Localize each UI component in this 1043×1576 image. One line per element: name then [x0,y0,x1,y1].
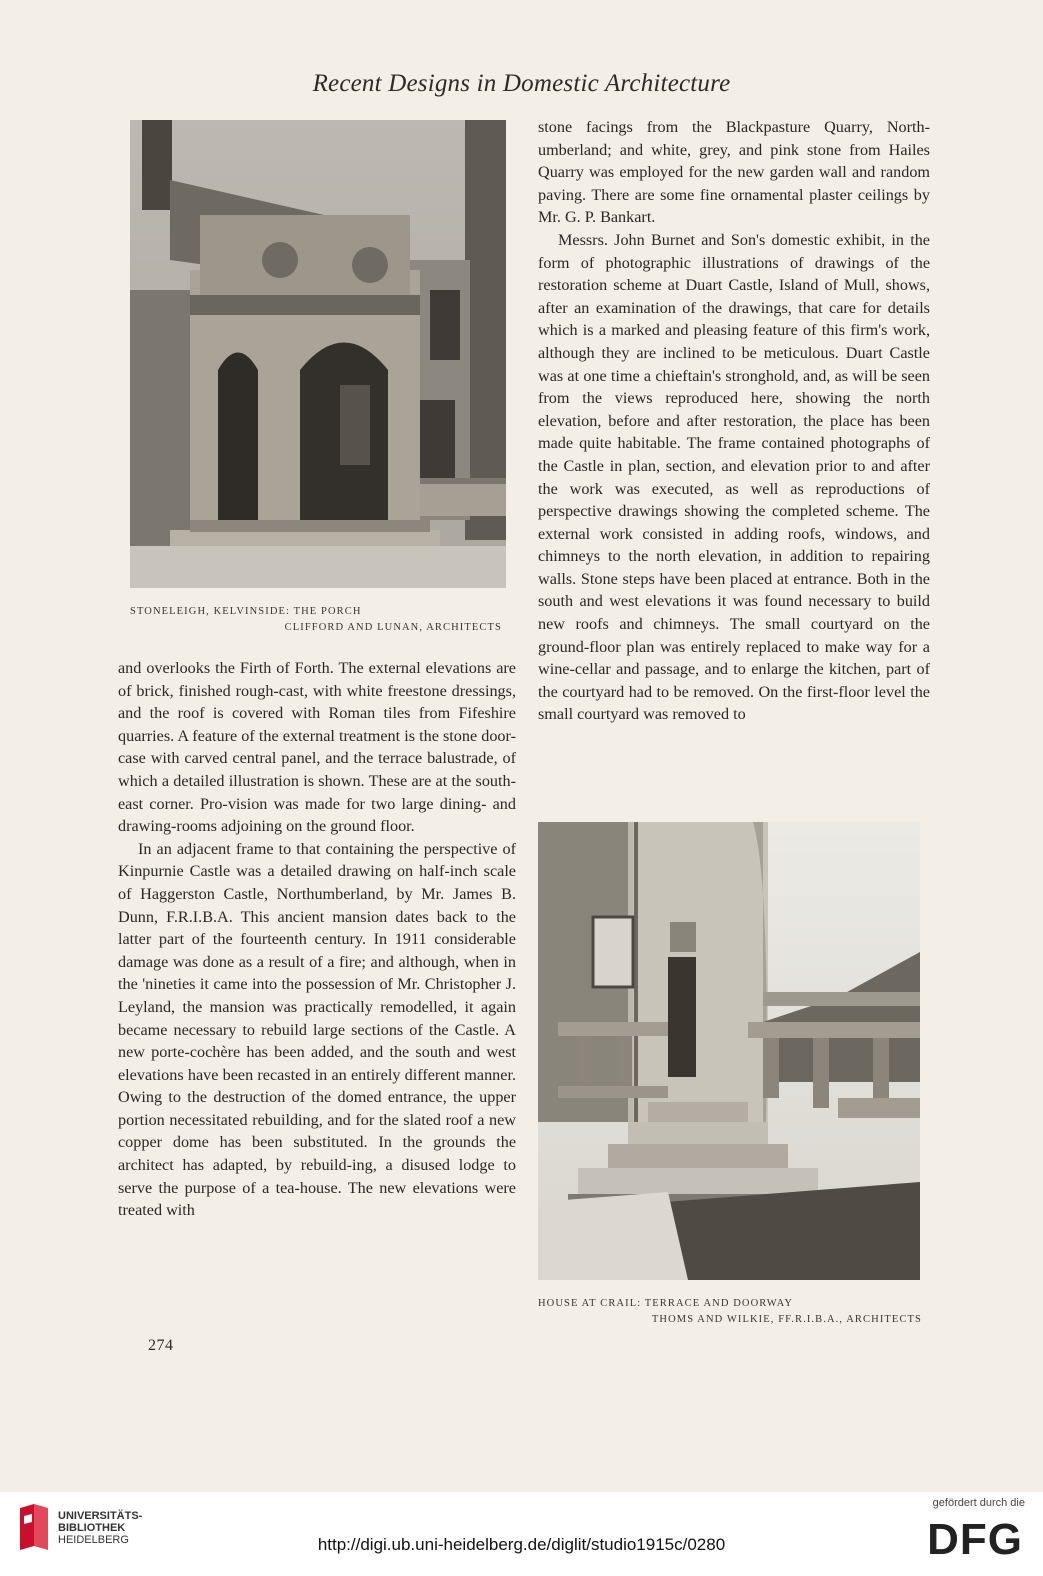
library-name-line1: UNIVERSITÄTS- [58,1510,143,1522]
dfg-logo: DFG [927,1515,1023,1564]
porch-photograph [130,120,506,588]
terrace-caption [538,1296,922,1328]
porch-caption-line2: CLIFFORD AND LUNAN, ARCHITECTS [284,622,502,633]
right-paragraph-1: stone facings from the Blackpasture Quarry, North-umberland; and white, grey, and pink stone from Hailes Quarry was employed for the new garden wall and random paving. There are some fine ornamental plaster ceilings by Mr. G. P. Bankart. [538,118,930,227]
terrace-caption-line2: THOMS AND WILKIE, FF.R.I.B.A., ARCHITECTS [651,1314,922,1325]
terrace-caption-line1: HOUSE AT CRAIL: TERRACE AND DOORWAY [538,1298,794,1309]
left-paragraph-2: In an adjacent frame to that containing the perspective of Kinpurnie Castle was a detailed drawing on half-inch scale of Haggerston Castle, Northumberland, by Mr. James B. Dunn, F.R.I.B.A. This ancient mansion dates back to the latter part of the fourteenth century. In 1911 considerable damage was done as a result of a fire; and although, when in the 'nineties it came into the possession of Mr. Christopher J. Leyland, the mansion was practically remodelled, it again became necessary to rebuild large sections of the Castle. A new porte-cochère has been added, and the south and west elevations have been recasted in an entirely different manner. Owing to the destruction of the domed entrance, the upper portion necessitated rebuilding, and for the slated roof a new copper dome has been substituted. In the grounds the architect has adapted, by rebuild-ing, a disused lodge to serve the purpose of a tea-house. The new elevations were treated with [118,839,516,1220]
right-column [538,116,930,726]
porch-photograph-drawing [130,120,506,588]
library-name-line2: BIBLIOTHEK [58,1522,126,1534]
left-paragraph-1: and overlooks the Firth of Forth. The external elevations are of brick, finished rough-cast, with white freestone dressings, and the roof is covered with Roman tiles from Fifeshire quarries. A feature of the external treatment is the stone door-case with carved central panel, and the terrace balustrade, of which a detailed illustration is shown. These are at the south-east corner. Pro-vision was made for two large dining- and drawing-rooms adjoining on the ground floor. [118,659,516,836]
footer-bar [0,1492,1043,1576]
page-number: 274 [148,1337,174,1354]
porch-caption [130,604,502,636]
library-name-line3: HEIDELBERG [58,1534,129,1546]
sponsor-note: gefördert durch die [932,1497,1025,1509]
terrace-photograph-drawing [538,822,920,1280]
porch-caption-line1: STONELEIGH, KELVINSIDE: THE PORCH [130,606,362,617]
terrace-photograph [538,822,920,1280]
right-paragraph-2: Messrs. John Burnet and Son's domestic exhibit, in the form of photographic illustrations of drawings of the restoration scheme at Duart Castle, Island of Mull, shows, after an examination of the drawings, that care for details which is a marked and pleasing feature of this firm's work, although they are inclined to be meticulous. Duart Castle was at one time a chieftain's stronghold, and, as will be seen from the views reproduced here, showing the north elevation, before and after restoration, the place has been made quite habitable. The frame contained photographs of the Castle in plan, section, and elevation prior to and after the work was executed, as well as reproductions of perspective drawings showing the completed scheme. The external work consisted in adding roofs, windows, and chimneys to the north elevation, in addition to repairing walls. Stone steps have been placed at entrance. Both in the south and west elevations it was found necessary to build new roofs and chimneys. The small courtyard on the ground-floor plan was entirely replaced to make way for a wine-cellar and passage, and to enlarge the kitchen, part of the courtyard had to be removed. On the first-floor level the small courtyard was removed to [538,230,930,724]
running-head: Recent Designs in Domestic Architecture [312,70,731,97]
source-url-link[interactable]: http://digi.ub.uni-heidelberg.de/diglit/studio1915c/0280 [317,1535,726,1554]
left-column [118,657,516,1222]
